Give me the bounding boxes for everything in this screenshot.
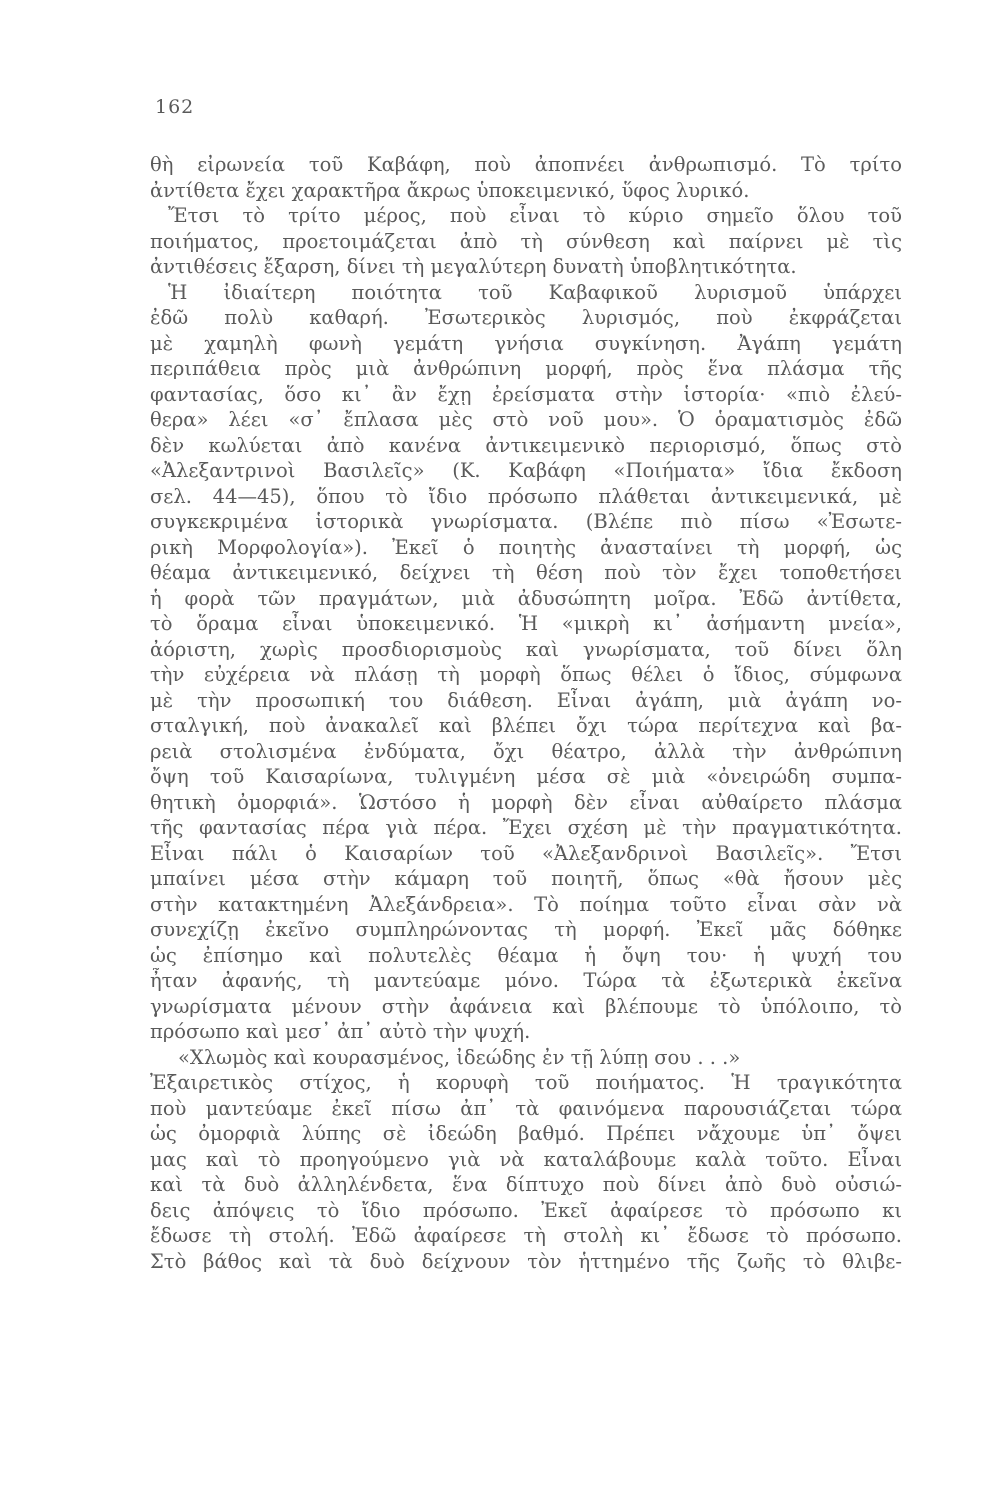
text-line: μας καὶ τὸ προηγούμενο γιὰ νὰ καταλάβουμε καλὰ τοῦτο. Εἶναι — [150, 1147, 902, 1171]
text-line: Ἐξαιρετικὸς στίχος, ἡ κορυφὴ τοῦ ποιήματος. Ἡ τραγικότητα — [150, 1071, 902, 1094]
text-line: μὲ χαμηλὴ φωνὴ γεμάτη γνήσια συγκίνηση. Ἀγάπη γεμάτη — [150, 331, 902, 355]
text-line: μπαίνει μέσα στὴν κάμαρη τοῦ ποιητῆ, ὅπως «θὰ ἤσουν μὲς — [150, 867, 902, 890]
text-line: γνωρίσματα μένουν στὴν ἀφάνεια καὶ βλέπουμε τὸ ὑπόλοιπο, τὸ — [150, 994, 902, 1018]
text-line: φαντασίας, ὅσο κι᾽ ἂν ἔχῃ ἐρείσματα στὴν ἱστορία· «πιὸ ἐλεύ- — [150, 382, 902, 406]
text-line: καὶ τὰ δυὸ ἀλληλένδετα, ἕνα δίπτυχο ποὺ δίνει ἀπὸ δυὸ οὐσιώ- — [150, 1173, 902, 1196]
text-line: ποιήματος, προετοιμάζεται ἀπὸ τὴ σύνθεση καὶ παίρνει μὲ τὶς — [150, 229, 902, 253]
text-line: δεις ἀπόψεις τὸ ἴδιο πρόσωπο. Ἐκεῖ ἀφαίρεσε τὸ πρόσωπο κι — [150, 1198, 902, 1222]
text-line: θερα» λέει «σ᾽ ἔπλασα μὲς στὸ νοῦ μου». Ὁ ὁραματισμὸς ἐδῶ — [150, 408, 902, 431]
text-line: ἐδῶ πολὺ καθαρή. Ἐσωτερικὸς λυρισμός, ποὺ ἐκφράζεται — [150, 306, 902, 329]
page-text — [150, 152, 902, 1274]
text-line: «Ἀλεξαντρινοὶ Βασιλεῖς» (Κ. Καβάφη «Ποιήματα» ἴδια ἔκδοση — [150, 459, 902, 482]
text-line: τὸ ὅραμα εἶναι ὑποκειμενικό. Ἡ «μικρὴ κι᾽ ἀσήμαντη μνεία», — [150, 612, 902, 635]
text-line: σελ. 44—45), ὅπου τὸ ἴδιο πρόσωπο πλάθεται ἀντικειμενικά, μὲ — [150, 484, 902, 508]
text-line: συνεχίζῃ ἐκεῖνο συμπληρώνοντας τὴ μορφή. Ἐκεῖ μᾶς δόθηκε — [150, 918, 902, 941]
text-line: ρειὰ στολισμένα ἐνδύματα, ὄχι θέατρο, ἀλλὰ τὴν ἀνθρώπινη — [150, 739, 902, 763]
text-line: Ἔτσι τὸ τρίτο μέρος, ποὺ εἶναι τὸ κύριο σημεῖο ὅλου τοῦ — [168, 204, 902, 227]
text-line: τῆς φαντασίας πέρα γιὰ πέρα. Ἔχει σχέση μὲ τὴν πραγματικότητα. — [150, 816, 902, 839]
text-line: ὄψη τοῦ Καισαρίωνα, τυλιγμένη μέσα σὲ μιὰ «ὀνειρώδη συμπα- — [150, 765, 902, 788]
text-line: θέαμα ἀντικειμενικό, δείχνει τὴ θέση ποὺ τὸν ἔχει τοποθετήσει — [150, 561, 902, 584]
text-line: πρόσωπο καὶ μεσ᾽ ἀπ᾽ αὐτὸ τὴν ψυχή. — [150, 1020, 531, 1043]
text-line: σταλγική, ποὺ ἀνακαλεῖ καὶ βλέπει ὄχι τώρα περίτεχνα καὶ βα- — [150, 714, 902, 737]
text-line: περιπάθεια πρὸς μιὰ ἀνθρώπινη μορφή, πρὸς ἕνα πλάσμα τῆς — [150, 357, 902, 380]
text-line: Εἶναι πάλι ὁ Καισαρίων τοῦ «Ἀλεξανδρινοὶ Βασιλεῖς». Ἔτσι — [150, 841, 902, 865]
text-line: συγκεκριμένα ἱστορικὰ γνωρίσματα. (Βλέπε πιὸ πίσω «Ἐσωτε- — [150, 510, 902, 533]
text-line: ἀντιθέσεις ἔξαρση, δίνει τὴ μεγαλύτερη δυνατὴ ὑποβλητικότητα. — [150, 255, 797, 278]
text-line: ποὺ μαντεύαμε ἐκεῖ πίσω ἀπ᾽ τὰ φαινόμενα παρουσιάζεται τώρα — [150, 1096, 902, 1120]
text-line: ἀόριστη, χωρὶς προσδιορισμοὺς καὶ γνωρίσματα, τοῦ δίνει ὅλη — [150, 637, 902, 661]
text-line: Στὸ βάθος καὶ τὰ δυὸ δείχνουν τὸν ἡττημένο τῆς ζωῆς τὸ θλιβε- — [150, 1249, 902, 1273]
text-line: ἡ φορὰ τῶν πραγμάτων, μιὰ ἀδυσώπητη μοῖρα. Ἐδῶ ἀντίθετα, — [150, 586, 902, 610]
text-line: ἀντίθετα ἔχει χαρακτῆρα ἄκρως ὑποκειμενικό, ὕφος λυρικό. — [150, 178, 750, 202]
text-line: μὲ τὴν προσωπική του διάθεση. Εἶναι ἀγάπη, μιὰ ἀγάπη νο- — [150, 688, 902, 712]
text-line: ρικὴ Μορφολογία»). Ἐκεῖ ὁ ποιητὴς ἀνασταίνει τὴ μορφή, ὡς — [150, 535, 902, 559]
verse-quote: «Χλωμὸς καὶ κουρασμένος, ἰδεώδης ἐν τῇ λύπῃ σου . . .» — [178, 1045, 741, 1069]
page-number: 162 — [155, 96, 195, 118]
text-line: ὡς ὀμορφιὰ λύπης σὲ ἰδεώδη βαθμό. Πρέπει νἄχουμε ὑπ᾽ ὄψει — [150, 1122, 902, 1145]
text-line: ὡς ἐπίσημο καὶ πολυτελὲς θέαμα ἡ ὄψη του· ἡ ψυχή του — [150, 943, 902, 967]
text-line: ἦταν ἀφανής, τὴ μαντεύαμε μόνο. Τώρα τὰ ἐξωτερικὰ ἐκεῖνα — [150, 969, 902, 992]
text-line: δὲν κωλύεται ἀπὸ κανένα ἀντικειμενικὸ περιορισμό, ὅπως στὸ — [150, 433, 902, 457]
text-line: ἔδωσε τὴ στολή. Ἐδῶ ἀφαίρεσε τὴ στολὴ κι᾽ ἔδωσε τὸ πρόσωπο. — [150, 1224, 902, 1247]
text-line: θὴ εἰρωνεία τοῦ Καβάφη, ποὺ ἀποπνέει ἀνθρωπισμό. Τὸ τρίτο — [150, 153, 902, 176]
text-line: τὴν εὐχέρεια νὰ πλάσῃ τὴ μορφὴ ὅπως θέλει ὁ ἴδιος, σύμφωνα — [150, 663, 902, 686]
text-line: Ἡ ἰδιαίτερη ποιότητα τοῦ Καβαφικοῦ λυρισμοῦ ὑπάρχει — [168, 280, 902, 304]
text-line: θητικὴ ὀμορφιά». Ὡστόσο ἡ μορφὴ δὲν εἶναι αὐθαίρετο πλάσμα — [150, 790, 902, 814]
text-line: στὴν κατακτημένη Ἀλεξάνδρεια». Τὸ ποίημα τοῦτο εἶναι σὰν νὰ — [150, 892, 902, 916]
